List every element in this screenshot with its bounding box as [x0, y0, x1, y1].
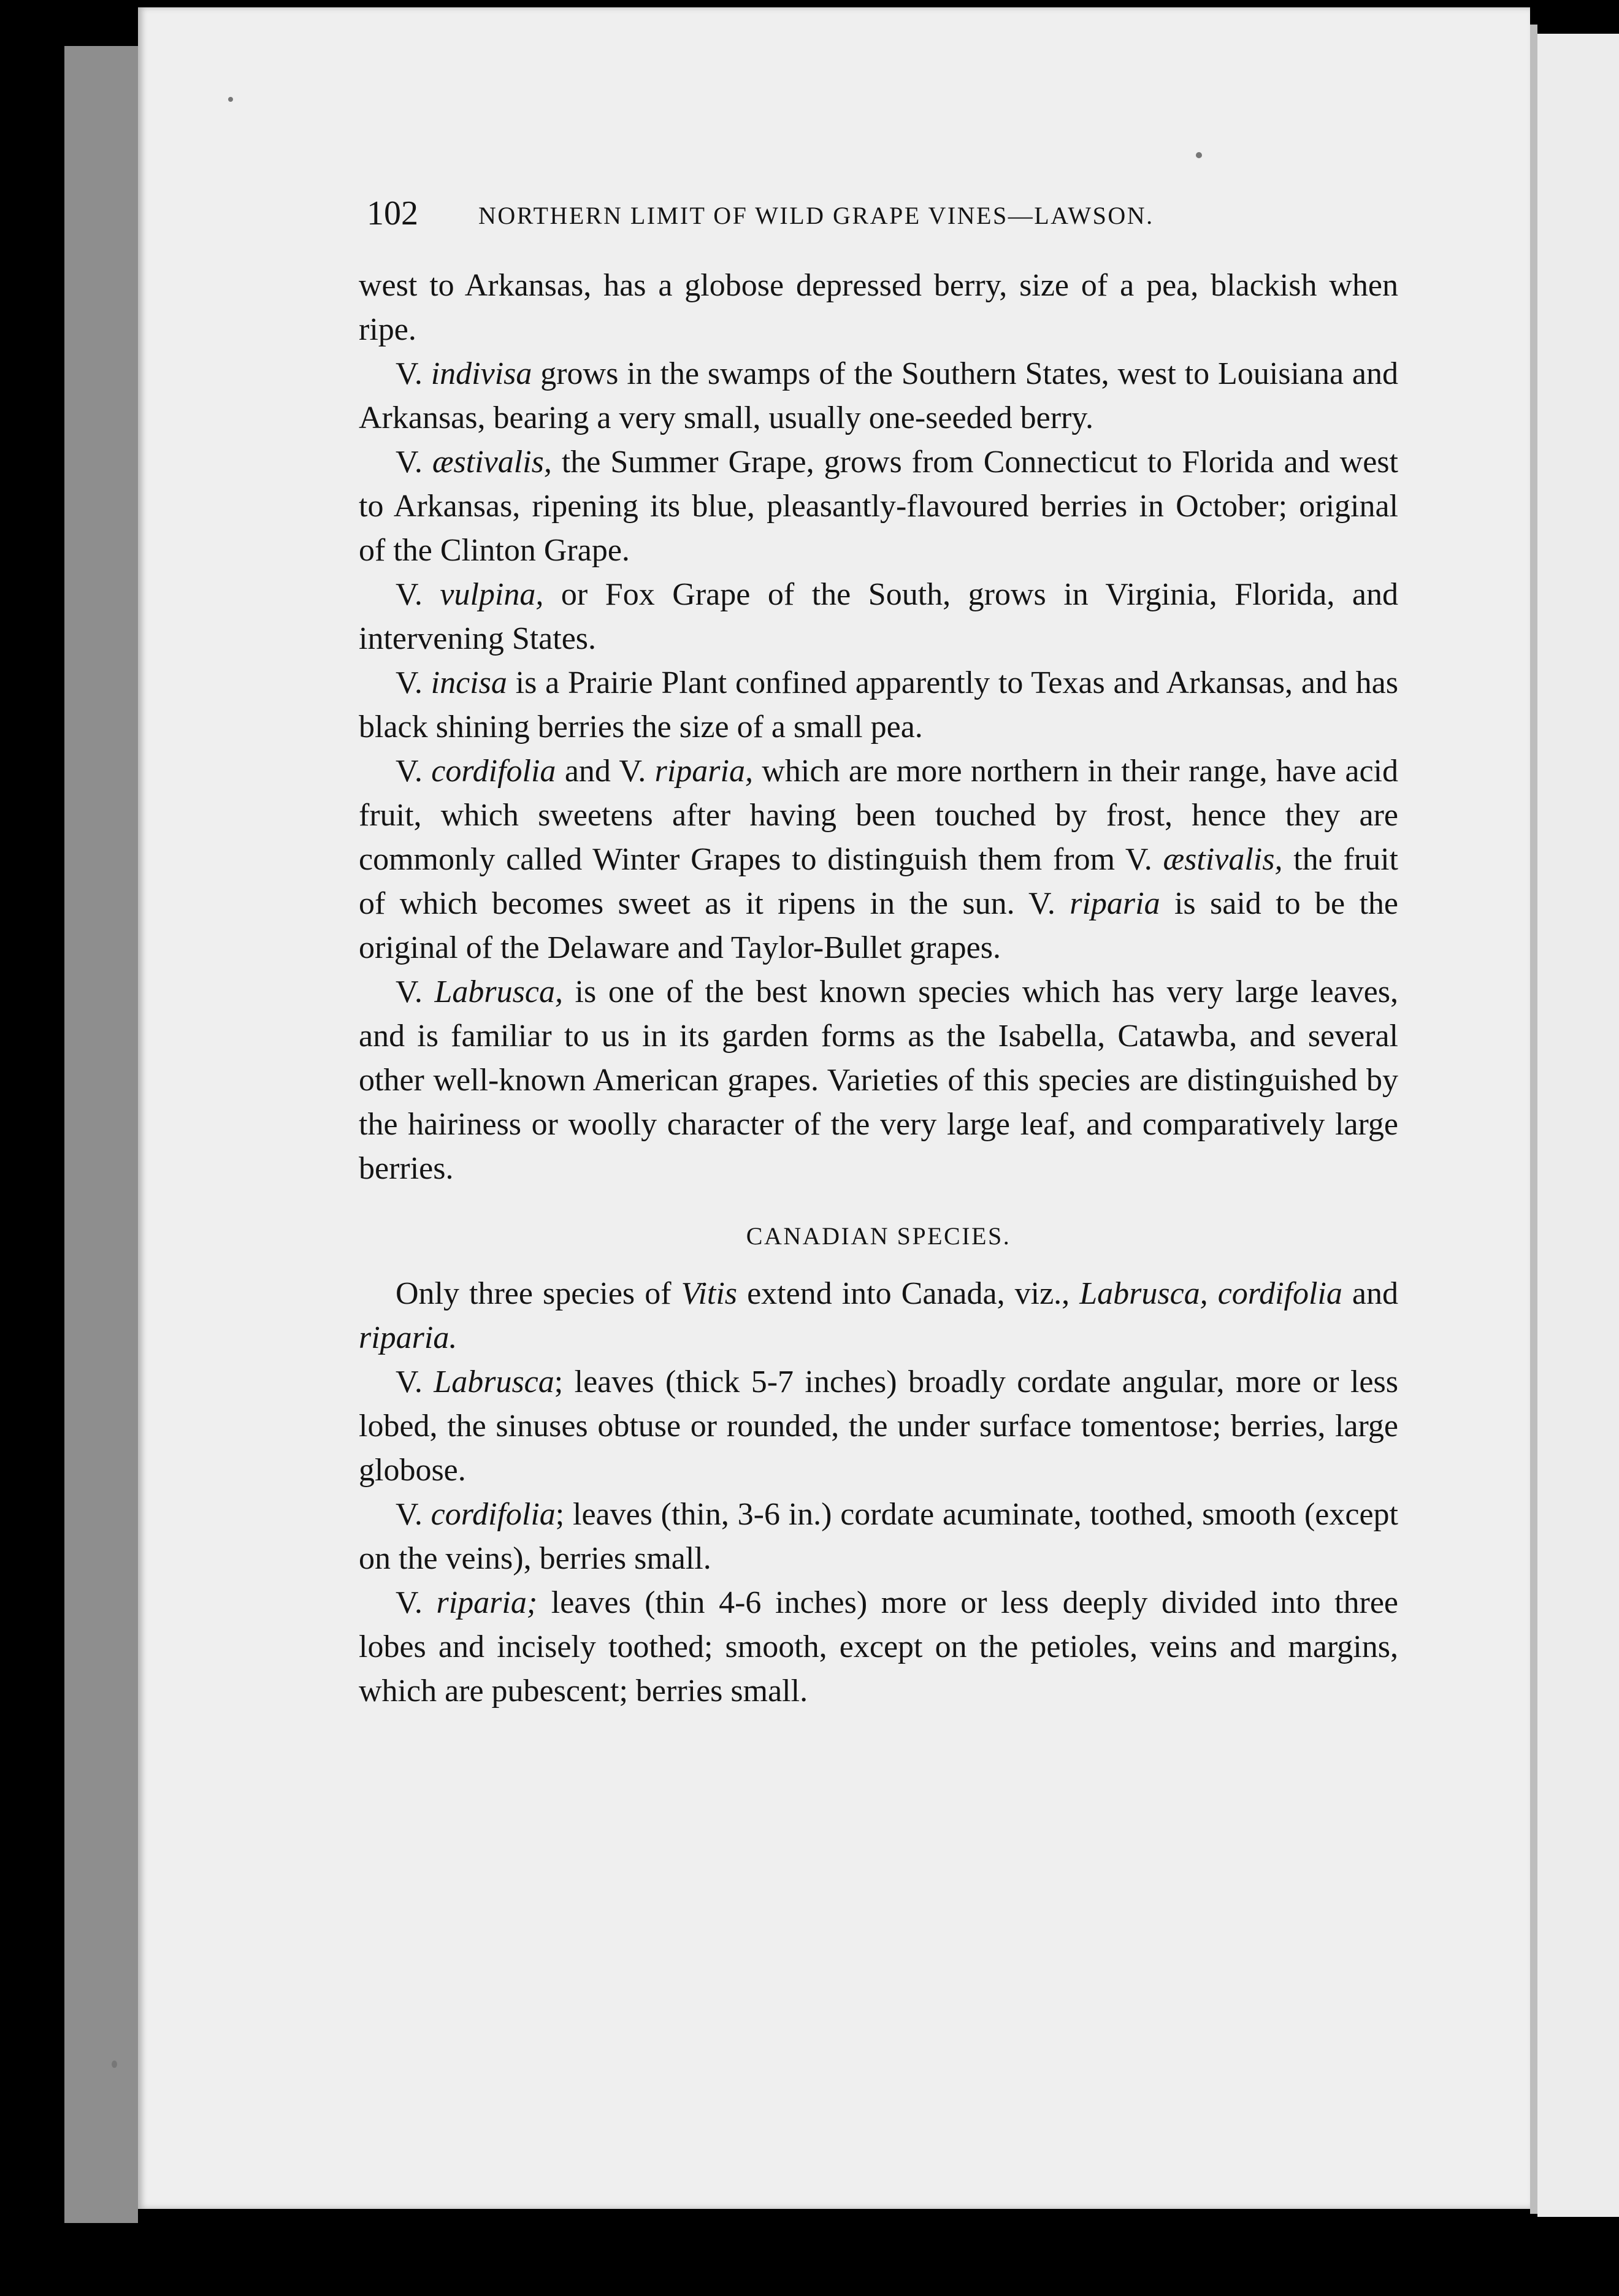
paragraph-aestivalis: V. æstivalis, the Summer Grape, grows from Connecticut to Florida and west to Arkansas, ripening its blue, pleasantly-flavoured berries in October; original of the Clinton Grape.	[359, 445, 1398, 568]
species-name: æstivalis,	[432, 445, 552, 480]
scan-speck	[112, 2061, 117, 2068]
paragraph-canadian-labrusca: V. Labrusca; leaves (thick 5-7 inches) broadly cordate angular, more or less lobed, the sinuses obtuse or rounded, the under surface tomentose; berries, large globose.	[359, 1364, 1398, 1488]
page-number: 102	[367, 194, 418, 232]
running-head: NORTHERN LIMIT OF WILD GRAPE VINES—LAWSON.	[478, 202, 1154, 229]
facing-page-edge	[1537, 34, 1619, 2217]
scan-speck	[1196, 152, 1202, 158]
species-name: Labrusca, cordifolia	[1079, 1276, 1342, 1311]
paragraph-canadian-intro: Only three species of Vitis extend into Canada, viz., Labrusca, cordifolia and riparia.	[359, 1276, 1398, 1355]
section-heading: CANADIAN SPECIES.	[746, 1222, 1011, 1250]
scanner-margin	[64, 46, 138, 2223]
species-name: cordifolia	[431, 754, 556, 789]
paragraph-continuation: west to Arkansas, has a globose depressed berry, size of a pea, blackish when ripe.	[359, 268, 1398, 347]
species-name: incisa	[431, 665, 507, 700]
species-name: riparia	[1070, 886, 1160, 921]
genus-name: Vitis	[681, 1276, 738, 1311]
species-name: æstivalis,	[1163, 842, 1283, 877]
paragraph-vulpina: V. vulpina, or Fox Grape of the South, grows in Virginia, Florida, and intervening States.	[359, 577, 1399, 656]
species-name: riparia,	[654, 754, 753, 789]
page-header	[367, 191, 1409, 240]
paragraph-canadian-riparia: V. riparia; leaves (thin 4-6 inches) more or less deeply divided into three lobes and incisely toothed; smooth, except on the petioles, veins and margins, which are pubescent; berries small.	[359, 1585, 1399, 1709]
paragraph-canadian-cordifolia: V. cordifolia; leaves (thin, 3-6 in.) cordate acuminate, toothed, smooth (except on the veins), berries small.	[359, 1497, 1398, 1576]
page-gutter	[1530, 25, 1537, 2214]
paragraph-indivisa: V. indivisa grows in the swamps of the Southern States, west to Louisiana and Arkansas, bearing a very small, usually one-seeded berry.	[359, 356, 1398, 435]
paragraph-incisa: V. incisa is a Prairie Plant confined apparently to Texas and Arkansas, and has black shining berries the size of a small pea.	[359, 665, 1398, 744]
paragraph-labrusca: V. Labrusca, is one of the best known species which has very large leaves, and is familiar to us in its garden forms as the Isabella, Catawba, and several other well-known American grapes. Varieties of this species are distinguished by the hairiness or woolly character of the very large leaf, and comparatively large berries.	[359, 974, 1398, 1186]
scan-speck	[228, 97, 233, 102]
species-name: riparia;	[436, 1585, 538, 1620]
species-name: Labrusca,	[434, 974, 563, 1009]
species-name: indivisa	[431, 356, 532, 391]
species-name: vulpina,	[440, 577, 544, 612]
body-text	[359, 264, 1398, 1713]
species-name: cordifolia	[431, 1497, 556, 1532]
species-name: riparia.	[359, 1320, 457, 1355]
species-name: Labrusca	[434, 1364, 554, 1399]
paragraph-cordifolia-riparia: V. cordifolia and V. riparia, which are more northern in their range, have acid fruit, which sweetens after having been touched by frost, hence they are commonly called Winter Grapes to distinguish them from V. æstivalis, the fruit of which becomes sweet as it ripens in the sun. V. riparia is said to be the original of the Delaware and Taylor-Bullet grapes.	[359, 754, 1398, 965]
